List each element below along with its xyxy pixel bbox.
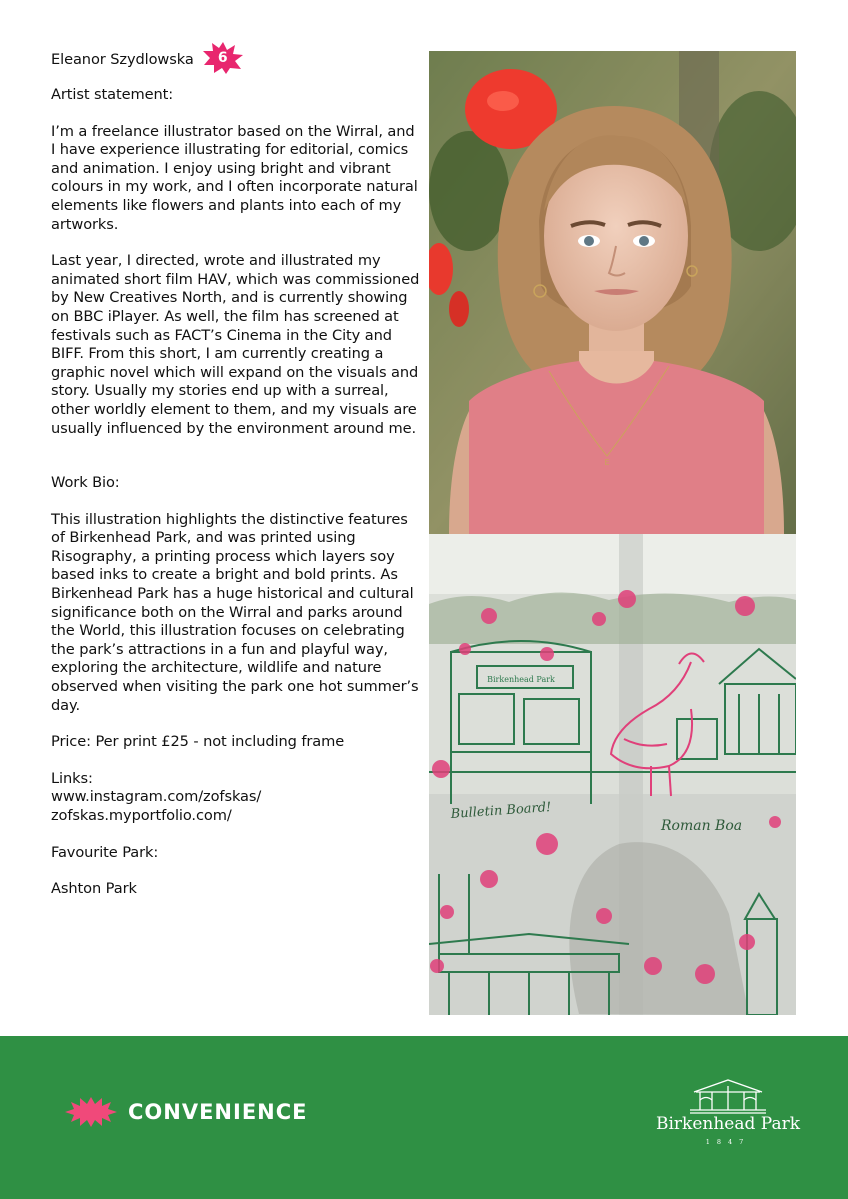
- header-line: [51, 48, 423, 72]
- page-number-badge: [202, 41, 244, 75]
- svg-text:E: E: [604, 458, 610, 467]
- logo-name: Birkenhead Park: [655, 1114, 801, 1134]
- work-bio-heading: Work Bio:: [51, 474, 120, 492]
- bulletin-label: Bulletin Board!: [450, 800, 552, 822]
- artwork-illustration: [429, 534, 796, 1015]
- favourite-park-heading: Favourite Park:: [51, 843, 159, 861]
- page-number: 6: [217, 50, 228, 66]
- footer-title: CONVENIENCE: [128, 1100, 308, 1124]
- artist-name: Eleanor Szydlowska: [51, 50, 194, 68]
- logo-year: 1847: [705, 1138, 751, 1146]
- work-bio-text: This illustration highlights the distinctive features of Birkenhead Park, and was printed using Risography, a printing process which layers soy based inks to create a bright and bold prints. As Birkenhead Park has a huge historical and cultural significance both on the Wirral and parks around the World, this illustration focuses on celebrating the park’s attractions in a fun and playful way, exploring the architecture, wildlife and nature observed when visiting the park one hot summer’s day.: [51, 510, 419, 714]
- roman-label: Roman Boa: [661, 818, 743, 834]
- sign-label: Birkenhead Park: [487, 675, 555, 684]
- burst-icon: [64, 1096, 118, 1128]
- statement-para-1: I’m a freelance illustrator based on the Wirral, and I have experience illustrating for editorial, comics and animation. I enjoy using bright and vibrant colours in my work, and I often incorporate natural elements like flowers and plants into each of my artworks.: [51, 122, 418, 233]
- statement-para-2: Last year, I directed, wrote and illustrated my animated short film HAV, which was commissioned by New Creatives North, and is currently showing on BBC iPlayer. As well, the film has screened at festivals such as FACT’s Cinema in the City and BIFF. From this short, I am currently creating a graphic novel which will expand on the visuals and story. Usually my stories end up with a surreal, other worldly element to them, and my visuals are usually influenced by the environment around me.: [51, 252, 420, 437]
- links-heading: Links:: [51, 769, 93, 787]
- footer-band: [0, 1036, 848, 1199]
- birkenhead-artwork: [429, 534, 796, 1015]
- favourite-park-value: Ashton Park: [51, 880, 137, 898]
- price-text: Price: Per print £25 - not including frame: [51, 733, 345, 751]
- birkenhead-park-logo: [652, 1076, 804, 1156]
- portfolio-link[interactable]: zofskas.myportfolio.com/: [51, 807, 232, 824]
- text-column: [51, 48, 423, 899]
- statement-heading: Artist statement:: [51, 86, 174, 103]
- instagram-link[interactable]: www.instagram.com/zofskas/: [51, 788, 262, 806]
- portrait-illustration: [429, 51, 796, 534]
- artist-portrait: [429, 51, 796, 534]
- lodge-icon: [652, 1076, 804, 1116]
